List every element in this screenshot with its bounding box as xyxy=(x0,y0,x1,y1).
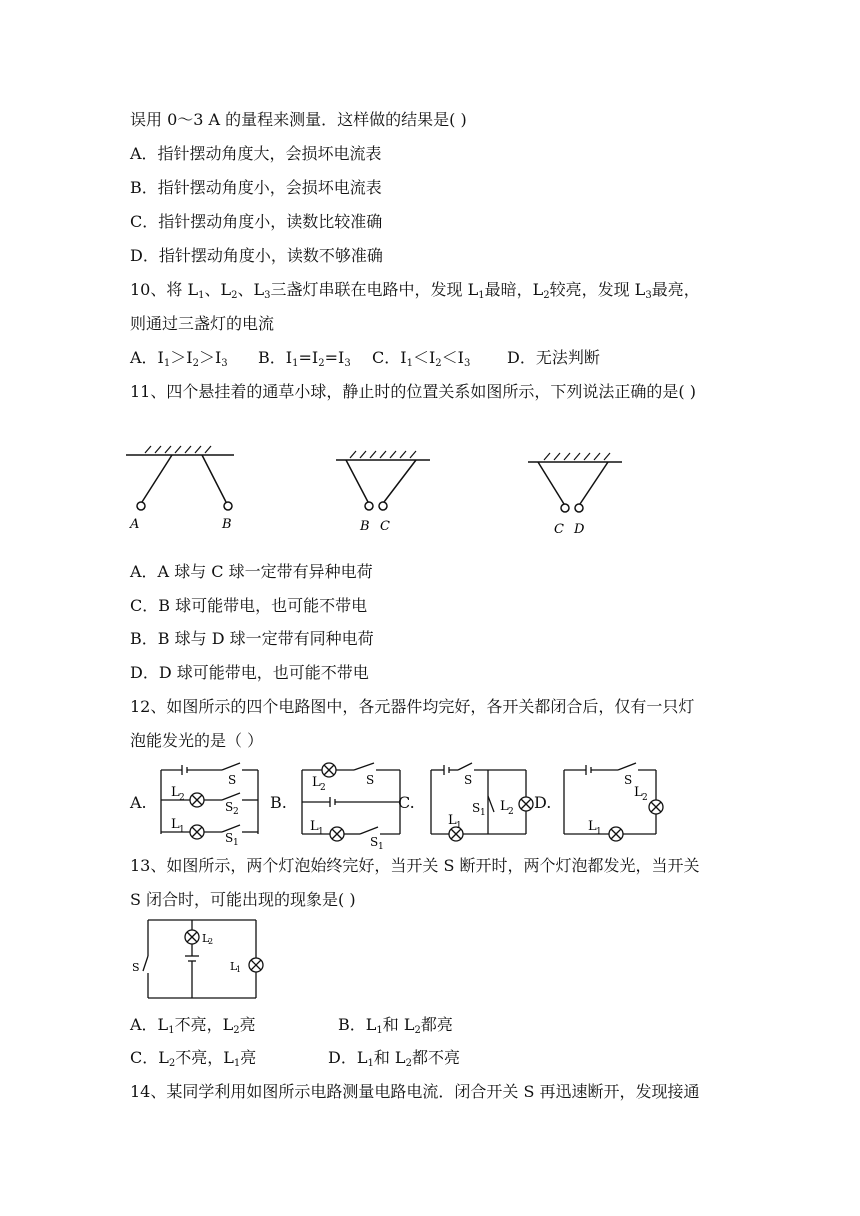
q11-option-1: A．A 球与 C 球一定带有异种电荷 xyxy=(130,562,373,581)
q12-letter-c: C. xyxy=(398,793,415,812)
svg-text:1: 1 xyxy=(236,965,242,974)
q12-circuit-d xyxy=(560,762,665,842)
svg-text:1: 1 xyxy=(318,827,324,837)
svg-text:S: S xyxy=(228,773,237,787)
svg-text:L: L xyxy=(171,817,180,832)
svg-text:L: L xyxy=(500,799,509,814)
label-c: C xyxy=(380,519,390,534)
q13-option-b: B．$L_1$和 $L_2$都亮 xyxy=(338,1015,453,1036)
svg-text:2: 2 xyxy=(208,937,214,946)
label-a: A xyxy=(130,517,140,532)
q10-stem-line1: 10、将 $L_1$、$L_2$、$L_3$三盏灯串联在电路中，发现 $L_1$最暗，$L_2$较亮，发现 $L_3$最亮， xyxy=(130,280,700,301)
q11-stem: 11、四个悬挂着的通草小球，静止时的位置关系如图所示，下列说法正确的是( ) xyxy=(130,382,696,401)
q11-figure-ab xyxy=(120,440,250,540)
q12-circuit-a xyxy=(150,762,265,848)
q12-letter-d: D. xyxy=(534,793,552,812)
label-c2: C xyxy=(554,522,564,537)
q12-letter-a: A. xyxy=(130,793,147,812)
svg-text:L: L xyxy=(588,819,597,834)
q10-option-d: D．无法判断 xyxy=(507,348,600,367)
svg-text:S: S xyxy=(132,961,140,974)
svg-text:S: S xyxy=(225,800,234,814)
q12-stem-line1: 12、如图所示的四个电路图中，各元器件均完好，各开关都闭合后，仅有一只灯 xyxy=(130,697,695,716)
q10-stem-line2: 则通过三盏灯的电流 xyxy=(130,314,275,333)
svg-text:L: L xyxy=(312,775,321,790)
svg-text:1: 1 xyxy=(179,825,185,835)
q11-option-3: B．B 球与 D 球一定带有同种电荷 xyxy=(130,629,374,648)
svg-text:L: L xyxy=(202,932,210,945)
svg-text:L: L xyxy=(310,819,319,834)
q10-option-c: C．$I_1<I_2<I_3$ xyxy=(372,348,471,369)
q13-circuit xyxy=(130,918,270,1004)
svg-text:S: S xyxy=(624,773,633,787)
q12-circuit-c xyxy=(428,760,533,842)
svg-text:1: 1 xyxy=(456,821,462,831)
svg-text:2: 2 xyxy=(508,807,514,817)
q13-stem-line2: S 闭合时，可能出现的现象是( ) xyxy=(130,890,356,909)
q9-option-b: B．指针摆动角度小，会损坏电流表 xyxy=(130,178,382,197)
q12-letter-b: B. xyxy=(270,793,287,812)
q11-figure-bc xyxy=(330,448,440,543)
q11-figure-cd xyxy=(522,452,632,547)
svg-text:2: 2 xyxy=(233,807,239,817)
q10-option-b: B．$I_1=I_2=I_3$ xyxy=(258,348,351,369)
svg-text:L: L xyxy=(171,785,180,800)
svg-text:2: 2 xyxy=(642,793,648,803)
q13-option-d: D．$L_1$和 $L_2$都不亮 xyxy=(328,1048,460,1069)
svg-text:L: L xyxy=(230,960,238,973)
svg-text:1: 1 xyxy=(480,808,486,818)
q13-stem-line1: 13、如图所示，两个灯泡始终完好，当开关 S 断开时，两个灯泡都发光，当开关 xyxy=(130,856,700,875)
svg-text:S: S xyxy=(366,773,375,787)
q10-option-a: A．$I_1>I_2>I_3$ xyxy=(130,348,228,369)
svg-text:S: S xyxy=(370,835,379,849)
svg-text:1: 1 xyxy=(378,842,384,852)
svg-text:2: 2 xyxy=(320,783,326,793)
svg-text:2: 2 xyxy=(179,793,185,803)
svg-text:L: L xyxy=(634,785,643,800)
svg-text:S: S xyxy=(464,773,473,787)
q13-option-a: A．$L_1$不亮，$L_2$亮 xyxy=(130,1015,256,1036)
q11-option-4: D．D 球可能带电，也可能不带电 xyxy=(130,663,369,682)
label-d: D xyxy=(574,522,585,537)
svg-text:L: L xyxy=(448,813,457,828)
svg-text:S: S xyxy=(472,801,481,815)
svg-text:1: 1 xyxy=(233,838,239,848)
svg-text:1: 1 xyxy=(596,827,602,837)
q12-stem-line2: 泡能发光的是（ ） xyxy=(130,731,264,750)
q9-stem-line: 误用 0～3 A 的量程来测量．这样做的结果是( ) xyxy=(130,110,467,129)
q11-option-2: C．B 球可能带电，也可能不带电 xyxy=(130,596,368,615)
q12-circuit-b xyxy=(296,760,416,852)
q9-option-d: D．指针摆动角度小，读数不够准确 xyxy=(130,246,383,265)
q14-stem: 14、某同学利用如图所示电路测量电路电流．闭合开关 S 再迅速断开，发现接通 xyxy=(130,1082,700,1101)
label-b2: B xyxy=(360,519,370,534)
q9-option-a: A．指针摆动角度大，会损坏电流表 xyxy=(130,144,382,163)
label-b: B xyxy=(222,517,232,532)
q13-option-c: C．$L_2$不亮，$L_1$亮 xyxy=(130,1048,257,1069)
svg-text:S: S xyxy=(225,831,234,845)
q9-option-c: C．指针摆动角度小，读数比较准确 xyxy=(130,212,383,231)
